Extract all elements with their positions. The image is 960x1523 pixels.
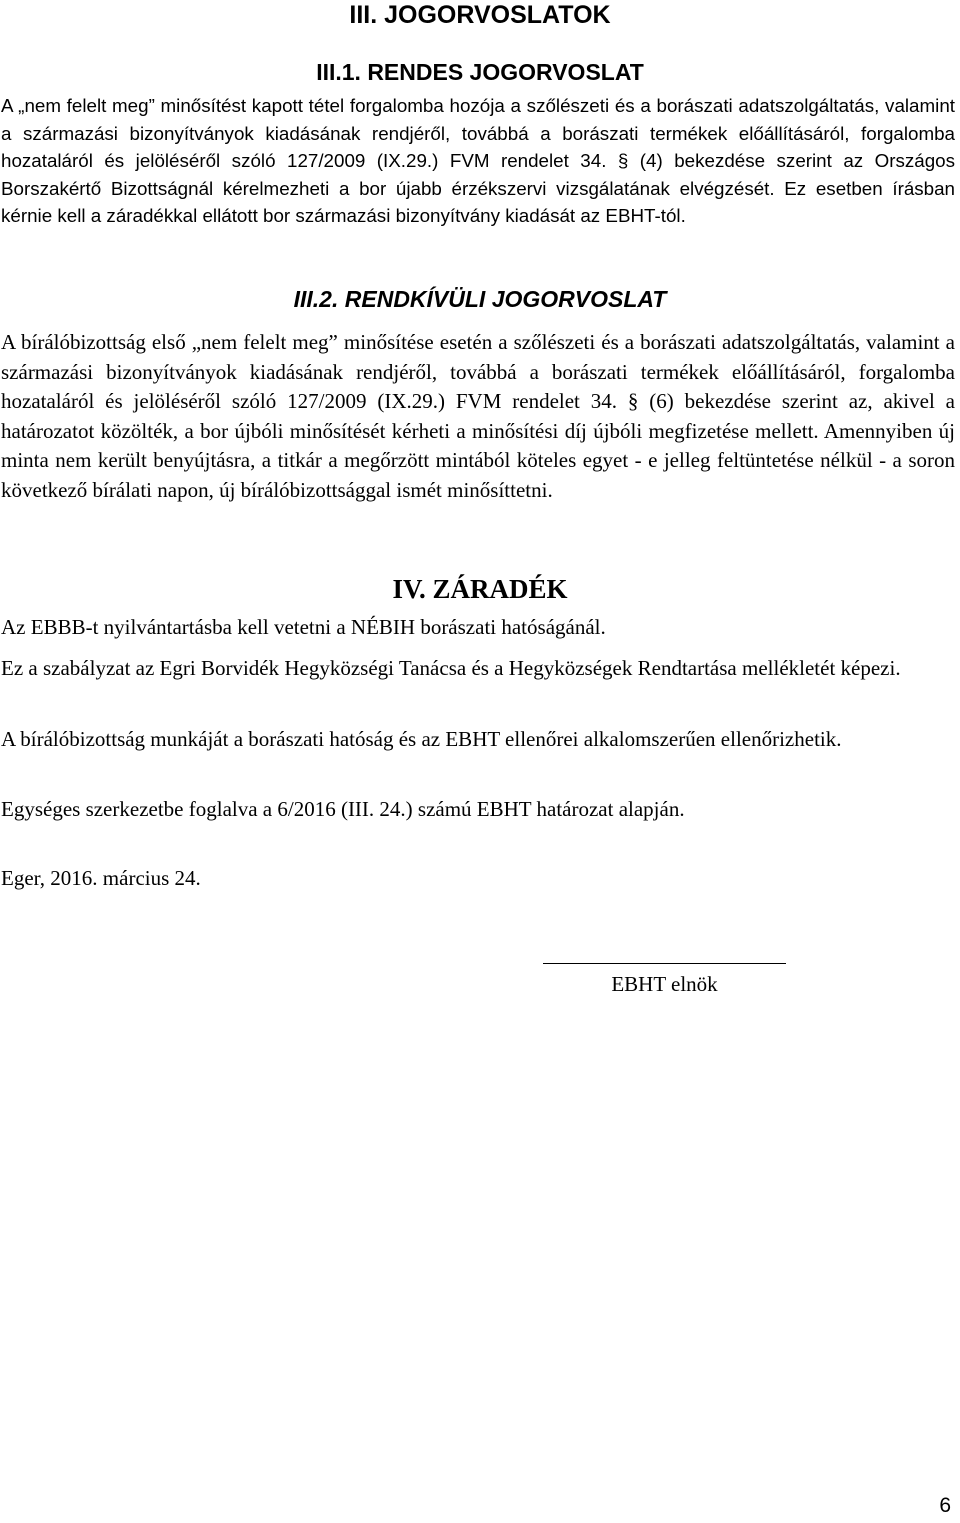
subsection-title-rendkivuli-jogorvoslat: III.2. RENDKÍVÜLI JOGORVOSLAT [293,286,667,312]
paragraph-rendkivuli-jogorvoslat: A bírálóbizottság első „nem felelt meg” minősítése esetén a szőlészeti és a borászati adatszolgáltatás, valamint a származási bizonyítványok kiadásának rendjéről, továbbá a borászati termékek előállításáról, forgalomba hozataláról és jelöléséről szóló 127/2009 (IX.29.) FVM rendelet 34. § (6) bekezdése szerint az, akivel a határozatot közölték, a bor újbóli minősítését kérheti a minősítési díj újbóli megfizetése mellett. Amennyiben új minta nem került benyújtásra, a titkár a megőrzött mintából köteles egyet - e jelleg feltüntetése nélkül - a soron következő bírálati napon, új bírálóbizottsággal ismét minősíttetni. [1,330,955,502]
zaradek-paragraph-1: Az EBBB-t nyilvántartásba kell vetetni a NÉBIH borászati hatóságánál. [1,615,606,639]
zaradek-paragraph-3: A bírálóbizottság munkáját a borászati hatóság és az EBHT ellenőrei alkalomszerűen ellenőrizhetik. [1,727,842,751]
section-title-zaradek: IV. ZÁRADÉK [392,574,568,604]
subsection-title-rendes-jogorvoslat: III.1. RENDES JOGORVOSLAT [316,59,644,85]
place-date: Eger, 2016. március 24. [1,866,201,890]
zaradek-paragraph-4: Egységes szerkezetbe foglalva a 6/2016 (III. 24.) számú EBHT határozat alapján. [1,797,685,821]
page-number: 6 [939,1494,951,1517]
signature-name: EBHT elnök [611,972,718,996]
zaradek-paragraph-2: Ez a szabályzat az Egri Borvidék Hegyközségi Tanácsa és a Hegyközségek Rendtartása mellékletét képezi. [1,656,901,680]
signature-line [543,963,786,964]
paragraph-rendes-jogorvoslat: A „nem felelt meg” minősítést kapott tétel forgalomba hozója a szőlészeti és a borászati adatszolgáltatás, valamint a származási bizonyítványok kiadásának rendjéről, továbbá a borászati termékek előállításáról, forgalomba hozataláról és jelöléséről szóló 127/2009 (IX.29.) FVM rendelet 34. § (4) bekezdése szerint az Országos Borszakértő Bizottságnál kérelmezheti a bor újabb érzékszervi vizsgálatának elvégzését. Ez esetben írásban kérnie kell a záradékkal ellátott bor származási bizonyítvány kiadását az EBHT-tól. [1,95,955,226]
section-title-jogorvoslatok: III. JOGORVOSLATOK [349,1,611,29]
